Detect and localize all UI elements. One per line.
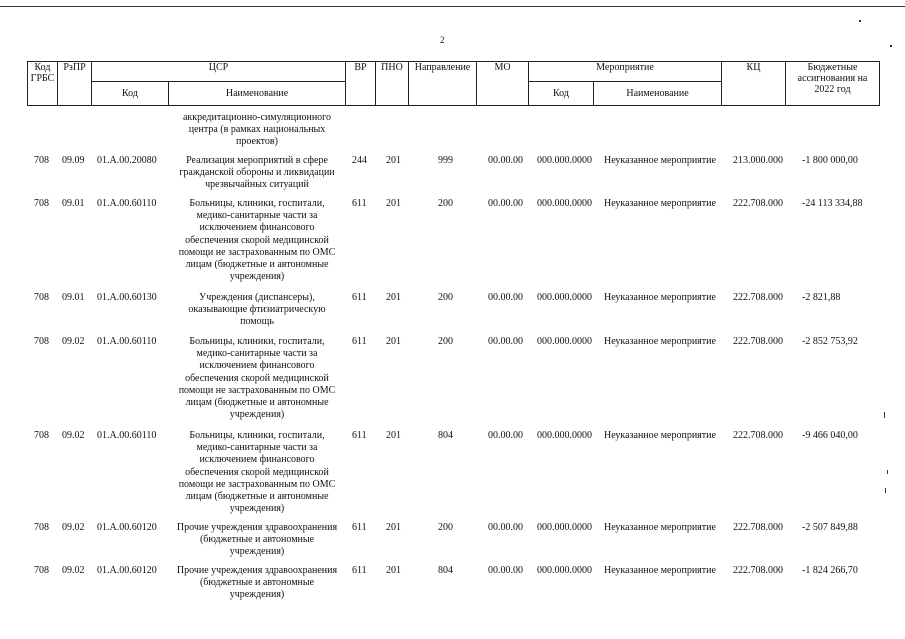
cell-csr-code: 01.A.00.60120 xyxy=(97,522,157,533)
cell-pno: 201 xyxy=(386,565,401,576)
cell-csr-code: 01.A.00.60110 xyxy=(97,198,157,209)
cell-amount: -2 821,88 xyxy=(802,292,841,303)
cell-grbs: 708 xyxy=(34,565,49,576)
scan-speck xyxy=(887,470,888,474)
cell-amount: -1 824 266,70 xyxy=(802,565,858,576)
cell-vr: 611 xyxy=(352,430,367,441)
cell-rzpr: 09.01 xyxy=(62,198,85,209)
cell-grbs: 708 xyxy=(34,292,49,303)
cell-csr-code: 01.A.00.60130 xyxy=(97,292,157,303)
cell-direction: 200 xyxy=(438,522,453,533)
cell-event-name: Неуказанное мероприятие xyxy=(604,155,716,166)
cell-event-name: Неуказанное мероприятие xyxy=(604,430,716,441)
cell-event-name: Неуказанное мероприятие xyxy=(604,336,716,347)
header-budget: Бюджетные ассигнования на 2022 год xyxy=(786,62,880,106)
cell-event-code: 000.000.0000 xyxy=(537,565,592,576)
cell-csr-code: 01.A.00.20080 xyxy=(97,155,157,166)
cell-kc: 222.708.000 xyxy=(733,292,783,303)
cell-csr-code: 01.A.00.60110 xyxy=(97,430,157,441)
header-mo: МО xyxy=(477,62,529,106)
cell-grbs: 708 xyxy=(34,155,49,166)
scan-speck xyxy=(884,412,885,418)
header-kc: КЦ xyxy=(722,62,786,106)
scan-speck xyxy=(890,45,892,47)
cell-rzpr: 09.09 xyxy=(62,155,85,166)
cell-kc: 222.708.000 xyxy=(733,430,783,441)
cell-mo: 00.00.00 xyxy=(488,292,523,303)
cell-pno: 201 xyxy=(386,522,401,533)
header-csr: ЦСР xyxy=(92,62,346,82)
cell-vr: 244 xyxy=(352,155,367,166)
cell-direction: 804 xyxy=(438,430,453,441)
scan-speck xyxy=(859,20,861,22)
cell-rzpr: 09.02 xyxy=(62,522,85,533)
cell-grbs: 708 xyxy=(34,336,49,347)
cell-event-code: 000.000.0000 xyxy=(537,155,592,166)
cell-direction: 200 xyxy=(438,336,453,347)
cell-rzpr: 09.02 xyxy=(62,336,85,347)
cell-pno: 201 xyxy=(386,292,401,303)
cell-event-code: 000.000.0000 xyxy=(537,198,592,209)
cell-name: Больницы, клиники, госпитали, медико-санитарные части за исключением финансового обеспечения скорой медицинской помощи не застрахованным по ОМС лицам (бюджетные и автономные учреждения) xyxy=(178,430,336,515)
cell-kc: 222.708.000 xyxy=(733,336,783,347)
cell-direction: 200 xyxy=(438,292,453,303)
cell-direction: 999 xyxy=(438,155,453,166)
header-csr-name: Наименование xyxy=(169,82,346,106)
cell-kc: 213.000.000 xyxy=(733,155,783,166)
cell-mo: 00.00.00 xyxy=(488,198,523,209)
cell-event-code: 000.000.0000 xyxy=(537,336,592,347)
cell-event-name: Неуказанное мероприятие xyxy=(604,198,716,209)
cell-pno: 201 xyxy=(386,198,401,209)
header-vr: ВР xyxy=(346,62,376,106)
cell-mo: 00.00.00 xyxy=(488,155,523,166)
cell-vr: 611 xyxy=(352,292,367,303)
cell-vr: 611 xyxy=(352,565,367,576)
header-event: Мероприятие xyxy=(529,62,722,82)
cell-csr-code: 01.A.00.60110 xyxy=(97,336,157,347)
cell-grbs: 708 xyxy=(34,522,49,533)
cell-rzpr: 09.02 xyxy=(62,565,85,576)
cell-name: Прочие учреждения здравоохранения (бюджетные и автономные учреждения) xyxy=(176,565,338,601)
cell-vr: 611 xyxy=(352,336,367,347)
cell-event-name: Неуказанное мероприятие xyxy=(604,522,716,533)
cell-mo: 00.00.00 xyxy=(488,430,523,441)
cell-event-code: 000.000.0000 xyxy=(537,522,592,533)
cell-csr-code: 01.A.00.60120 xyxy=(97,565,157,576)
cell-vr: 611 xyxy=(352,522,367,533)
cell-event-name: Неуказанное мероприятие xyxy=(604,292,716,303)
cell-name: Больницы, клиники, госпитали, медико-санитарные части за исключением финансового обеспечения скорой медицинской помощи не застрахованным по ОМС лицам (бюджетные и автономные учреждения) xyxy=(178,336,336,421)
scan-speck xyxy=(885,488,886,493)
header-pno: ПНО xyxy=(376,62,409,106)
cell-mo: 00.00.00 xyxy=(488,522,523,533)
cell-mo: 00.00.00 xyxy=(488,565,523,576)
table-header xyxy=(27,61,880,106)
header-event-name: Наименование xyxy=(594,82,722,106)
cell-direction: 804 xyxy=(438,565,453,576)
cell-pno: 201 xyxy=(386,430,401,441)
cell-rzpr: 09.01 xyxy=(62,292,85,303)
cell-amount: -1 800 000,00 xyxy=(802,155,858,166)
header-rzpr: РзПР xyxy=(58,62,92,106)
cell-mo: 00.00.00 xyxy=(488,336,523,347)
cell-direction: 200 xyxy=(438,198,453,209)
cell-grbs: 708 xyxy=(34,430,49,441)
cell-event-code: 000.000.0000 xyxy=(537,430,592,441)
continuation-text: аккредитационно-симуляционного центра (в рамках национальных проектов) xyxy=(182,112,332,148)
cell-amount: -9 466 040,00 xyxy=(802,430,858,441)
header-csr-code: Код xyxy=(92,82,169,106)
header-direction: Направление xyxy=(409,62,477,106)
cell-kc: 222.708.000 xyxy=(733,565,783,576)
top-rule xyxy=(0,6,905,7)
page-number: 2 xyxy=(440,35,445,45)
cell-pno: 201 xyxy=(386,336,401,347)
cell-amount: -2 507 849,88 xyxy=(802,522,858,533)
cell-name: Прочие учреждения здравоохранения (бюджетные и автономные учреждения) xyxy=(176,522,338,558)
cell-pno: 201 xyxy=(386,155,401,166)
cell-rzpr: 09.02 xyxy=(62,430,85,441)
header-grbs: Код ГРБС xyxy=(28,62,58,106)
cell-kc: 222.708.000 xyxy=(733,522,783,533)
cell-event-name: Неуказанное мероприятие xyxy=(604,565,716,576)
cell-kc: 222.708.000 xyxy=(733,198,783,209)
cell-name: Учреждения (диспансеры), оказывающие фтизиатрическую помощь xyxy=(188,292,326,328)
cell-grbs: 708 xyxy=(34,198,49,209)
cell-event-code: 000.000.0000 xyxy=(537,292,592,303)
cell-name: Реализация мероприятий в сфере гражданской обороны и ликвидации чрезвычайных ситуаций xyxy=(179,155,335,191)
header-event-code: Код xyxy=(529,82,594,106)
cell-name: Больницы, клиники, госпитали, медико-санитарные части за исключением финансового обеспечения скорой медицинской помощи не застрахованным по ОМС лицам (бюджетные и автономные учреждения) xyxy=(178,198,336,283)
cell-amount: -2 852 753,92 xyxy=(802,336,858,347)
cell-vr: 611 xyxy=(352,198,367,209)
cell-amount: -24 113 334,88 xyxy=(802,198,863,209)
